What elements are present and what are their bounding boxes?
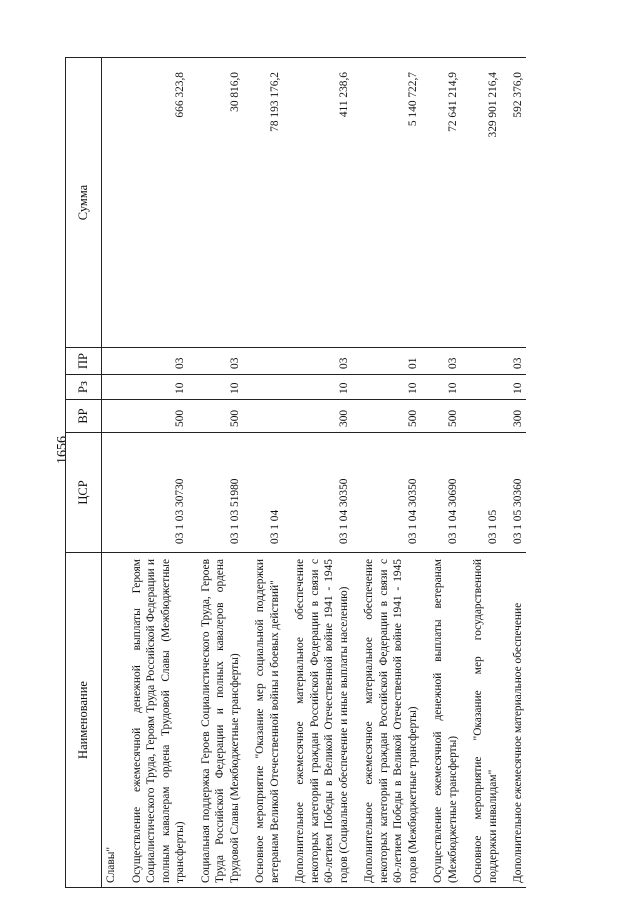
cell-csr: 03 1 03 30730 <box>119 433 188 553</box>
page-number: 1656 <box>55 436 70 464</box>
cell-name: Основное мероприятие "Оказание мер государственной поддержки инвалидам" <box>460 553 500 888</box>
cell-vr: 500 <box>420 400 460 433</box>
cell-csr: 03 1 04 30690 <box>420 433 460 553</box>
cell-pr <box>242 348 282 375</box>
cell-csr: 03 1 04 30350 <box>282 433 351 553</box>
cell-pr: 03 <box>500 348 526 375</box>
budget-table <box>65 57 526 888</box>
cell-csr: 03 1 03 51980 <box>188 433 243 553</box>
cell-rz: 10 <box>500 375 526 400</box>
header-rz: Рз <box>66 375 102 400</box>
cell-vr: 500 <box>351 400 420 433</box>
cell-sum: 78 193 176,2 <box>242 58 282 348</box>
cell-pr: 03 <box>119 348 188 375</box>
header-csr: ЦСР <box>66 433 102 553</box>
cell-name: Дополнительное ежемесячное материальное обеспечение некоторых категорий граждан Российской Федерации в связи с 60-летием Победы в Великой Отечественной войне 1941 - 1945 годов (Межбюджетные трансферты) <box>351 553 420 888</box>
cell-name: Осуществление ежемесячной денежной выплаты Героям Социалистического Труда, Героям Труда Российской Федерации и полным кавалерам ордена Трудовой Славы (Межбюджетные трансферты) <box>119 553 188 888</box>
header-pr: ПР <box>66 348 102 375</box>
cell-rz: 10 <box>188 375 243 400</box>
cell-rz: 10 <box>420 375 460 400</box>
cell-csr: 03 1 04 <box>242 433 282 553</box>
header-name: Наименование <box>66 553 102 888</box>
table-header-row <box>66 58 102 888</box>
continuation-row <box>102 58 119 888</box>
cell-rz: 10 <box>282 375 351 400</box>
header-sum: Сумма <box>66 58 102 348</box>
table-row <box>420 58 460 888</box>
table-row <box>119 58 188 888</box>
cell-name: Дополнительное ежемесячное материальное обеспечение <box>500 553 526 888</box>
cell-vr: 500 <box>119 400 188 433</box>
cell-sum: 411 238,6 <box>282 58 351 348</box>
table-row <box>460 58 500 888</box>
cell-sum: 666 323,8 <box>119 58 188 348</box>
cell-name: Дополнительное ежемесячное материальное обеспечение некоторых категорий граждан Российской Федерации в связи с 60-летием Победы в Великой Отечественной войне 1941 - 1945 годов (Социальное обеспечение и иные выплаты населению) <box>282 553 351 888</box>
continuation-text: Славы" <box>102 553 119 888</box>
table-row <box>500 58 526 888</box>
cell-csr: 03 1 05 30360 <box>500 433 526 553</box>
cell-name: Основное мероприятие "Оказание мер социальной поддержки ветеранам Великой Отечественной войны и боевых действий" <box>242 553 282 888</box>
cell-rz <box>460 375 500 400</box>
cell-sum: 30 816,0 <box>188 58 243 348</box>
cell-name: Социальная поддержка Героев Социалистического Труда, Героев Труда Российской Федерации и полных кавалеров ордена Трудовой Славы (Межбюджетные трансферты) <box>188 553 243 888</box>
cell-rz <box>242 375 282 400</box>
cell-csr: 03 1 04 30350 <box>351 433 420 553</box>
table-row <box>351 58 420 888</box>
cell-vr: 300 <box>282 400 351 433</box>
cell-rz: 10 <box>351 375 420 400</box>
table-row <box>282 58 351 888</box>
rotated-table-wrapper <box>65 58 602 888</box>
cell-pr <box>460 348 500 375</box>
cell-sum: 592 376,0 <box>500 58 526 348</box>
cell-pr: 03 <box>282 348 351 375</box>
table-row <box>188 58 243 888</box>
cell-sum: 5 140 722,7 <box>351 58 420 348</box>
cell-name: Осуществление ежемесячной денежной выплаты ветеранам (Межбюджетные трансферты) <box>420 553 460 888</box>
table-row <box>242 58 282 888</box>
cell-pr: 03 <box>188 348 243 375</box>
cell-csr: 03 1 05 <box>460 433 500 553</box>
cell-pr: 03 <box>420 348 460 375</box>
cell-sum: 329 901 216,4 <box>460 58 500 348</box>
header-vr: ВР <box>66 400 102 433</box>
cell-vr <box>460 400 500 433</box>
cell-sum: 72 641 214,9 <box>420 58 460 348</box>
cell-pr: 01 <box>351 348 420 375</box>
cell-rz: 10 <box>119 375 188 400</box>
cell-vr: 300 <box>500 400 526 433</box>
cell-vr <box>242 400 282 433</box>
cell-vr: 500 <box>188 400 243 433</box>
